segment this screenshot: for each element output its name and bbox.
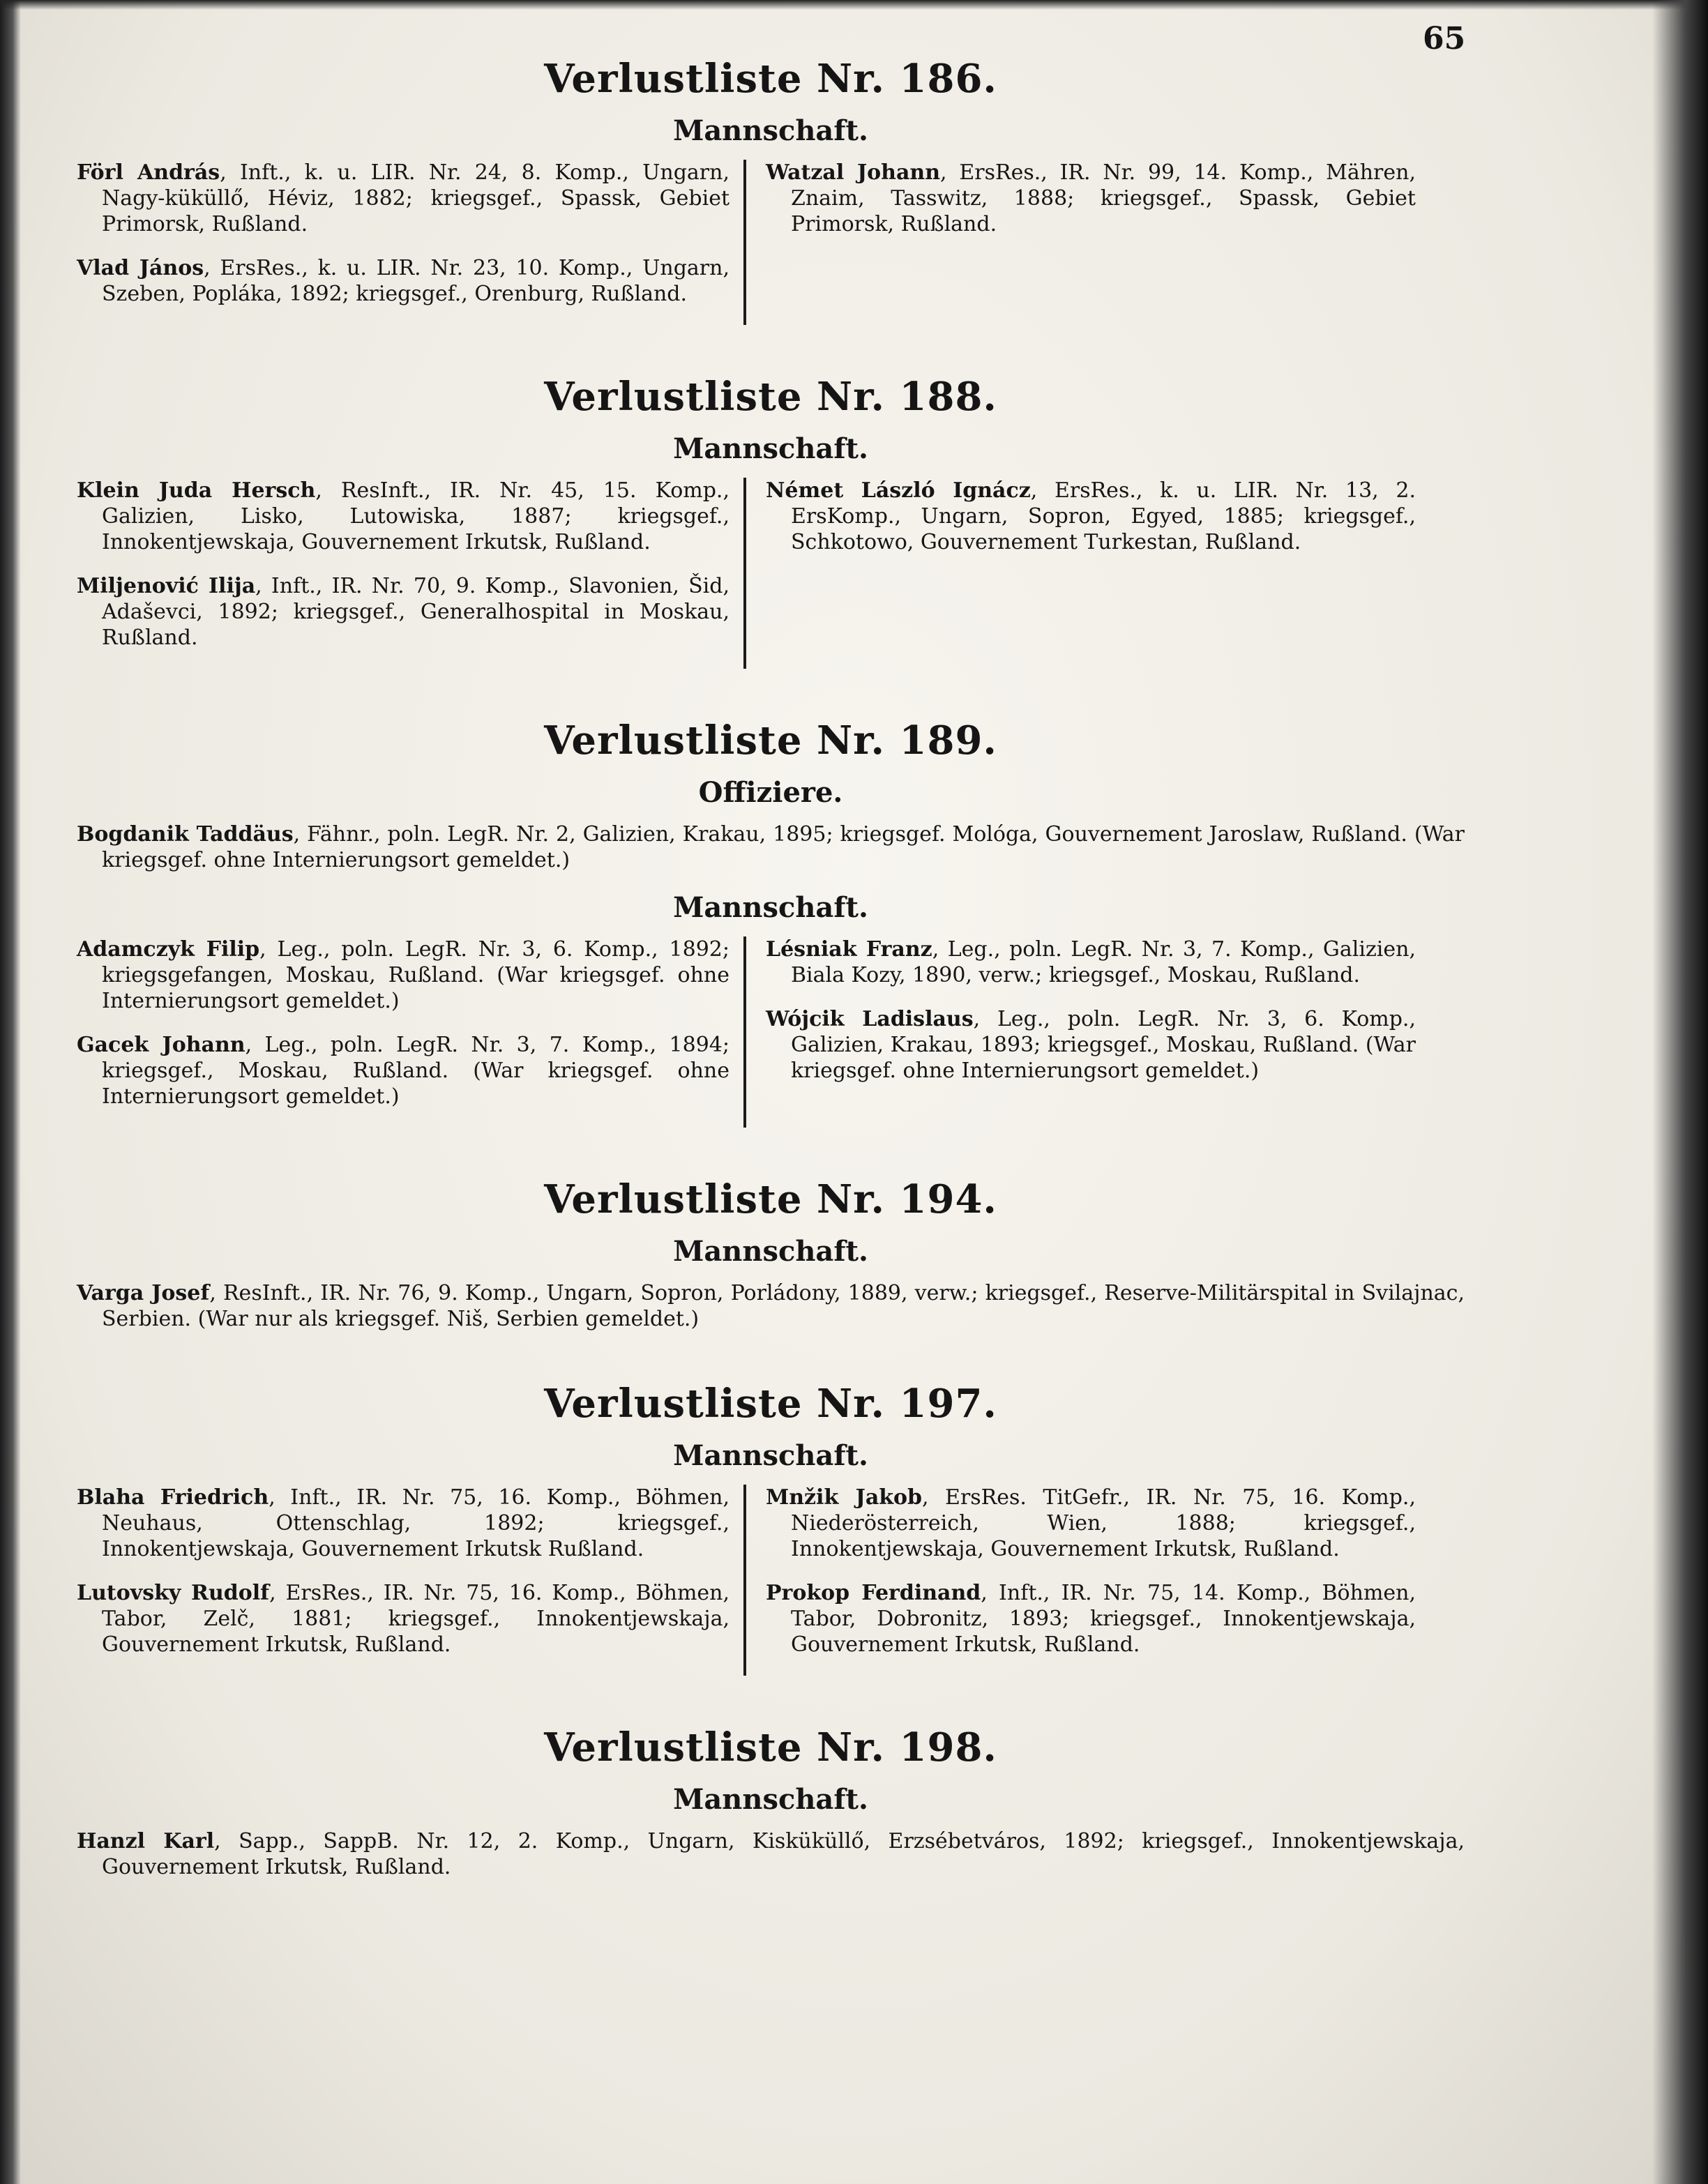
entry-name: Hanzl Karl <box>77 1829 215 1853</box>
entry-details: , Leg., poln. LegR. Nr. 3, 7. Komp., 1894; kriegsgef., Moskau, Rußland. (War kriegsgef. ohne Internierungsort gemeldet.) <box>102 1033 730 1109</box>
verlustliste-section <box>77 56 1465 325</box>
two-column-block <box>77 478 1465 669</box>
entry-name: Lutovsky Rudolf <box>77 1581 270 1605</box>
page-content <box>77 56 1465 1929</box>
section-title: Verlustliste Nr. 186. <box>544 56 997 102</box>
entry-name: Lésniak Franz <box>766 937 932 962</box>
list-entry <box>766 936 1416 988</box>
entry-details: , Fähnr., poln. LegR. Nr. 2, Galizien, Krakau, 1895; kriegsgef. Mológa, Gouvernement Jaroslaw, Rußland. (War kriegsgef. ohne Internierungsort gemeldet.) <box>102 822 1465 872</box>
verlustliste-section <box>77 1381 1465 1676</box>
section-title: Verlustliste Nr. 194. <box>544 1176 997 1222</box>
subsection-heading: Mannschaft. <box>673 114 868 147</box>
entry-details: , ErsRes., k. u. LIR. Nr. 23, 10. Komp., Ungarn, Szeben, Popláka, 1892; kriegsgef., Orenburg, Rußland. <box>102 256 730 306</box>
two-column-block <box>77 1485 1465 1676</box>
entry-name: Német László Ignácz <box>766 478 1031 503</box>
entry-name: Blaha Friedrich <box>77 1485 269 1510</box>
entry-details: , ErsRes., IR. Nr. 75, 16. Komp., Böhmen, Tabor, Zelč, 1881; kriegsgef., Innokentjewskaja, Gouvernement Irkutsk, Rußland. <box>102 1581 730 1657</box>
column-left <box>77 160 746 325</box>
list-entry <box>766 1006 1416 1084</box>
entry-name: Vlad János <box>77 256 204 280</box>
column-left <box>77 1485 746 1676</box>
entry-name: Miljenović Ilija <box>77 574 256 598</box>
list-entry <box>77 478 730 555</box>
list-entry <box>77 821 1465 873</box>
entry-details: , Leg., poln. LegR. Nr. 3, 6. Komp., 1892; kriegsgefangen, Moskau, Rußland. (War kriegsgef. ohne Internierungsort gemeldet.) <box>102 937 730 1013</box>
entry-name: Watzal Johann <box>766 160 941 185</box>
entry-details: , Leg., poln. LegR. Nr. 3, 6. Komp., Galizien, Krakau, 1893; kriegsgef., Moskau, Rußland. (War kriegsgef. ohne Internierungsort gemeldet.) <box>791 1007 1416 1083</box>
page-number: 65 <box>1423 21 1466 56</box>
subsection-heading: Mannschaft. <box>673 1439 868 1472</box>
entry-name: Prokop Ferdinand <box>766 1581 981 1605</box>
list-entry <box>766 1580 1416 1658</box>
column-right <box>746 1485 1416 1676</box>
two-column-block <box>77 936 1465 1128</box>
verlustliste-section <box>77 374 1465 669</box>
section-title: Verlustliste Nr. 189. <box>544 718 997 764</box>
column-right <box>746 936 1416 1128</box>
list-entry <box>766 1485 1416 1562</box>
verlustliste-section <box>77 1176 1465 1332</box>
entry-details: , Inft., k. u. LIR. Nr. 24, 8. Komp., Ungarn, Nagy-küküllő, Héviz, 1882; kriegsgef., Spassk, Gebiet Primorsk, Rußland. <box>102 160 730 236</box>
scan-border-top <box>0 0 1708 10</box>
entry-details: , Inft., IR. Nr. 75, 14. Komp., Böhmen, Tabor, Dobronitz, 1893; kriegsgef., Innokentjewskaja, Gouvernement Irkutsk, Rußland. <box>791 1581 1416 1657</box>
entry-details: , Sapp., SappB. Nr. 12, 2. Komp., Ungarn, Kisküküllő, Erzsébetváros, 1892; kriegsgef., Innokentjewskaja, Gouvernement Irkutsk, Rußland. <box>102 1829 1465 1879</box>
list-entry <box>77 1485 730 1562</box>
entry-name: Bogdanik Taddäus <box>77 822 294 847</box>
entry-name: Gacek Johann <box>77 1033 245 1057</box>
subsection-heading: Mannschaft. <box>673 1235 868 1268</box>
list-entry <box>766 478 1416 555</box>
subsection-heading: Mannschaft. <box>673 432 868 465</box>
entry-details: , ResInft., IR. Nr. 76, 9. Komp., Ungarn, Sopron, Porládony, 1889, verw.; kriegsgef., Reserve-Militärspital in Svilajnac, Serbien. (War nur als kriegsgef. Niš, Serbien gemeldet.) <box>102 1281 1465 1331</box>
column-left <box>77 478 746 669</box>
subsection-heading: Mannschaft. <box>673 1783 868 1816</box>
list-entry <box>77 1032 730 1109</box>
column-left <box>77 936 746 1128</box>
entry-details: , ResInft., IR. Nr. 45, 15. Komp., Galizien, Lisko, Lutowiska, 1887; kriegsgef., Innokentjewskaja, Gouvernement Irkutsk, Rußland. <box>102 478 730 554</box>
entry-name: Förl András <box>77 160 220 185</box>
section-title: Verlustliste Nr. 198. <box>544 1724 997 1770</box>
list-entry <box>77 1280 1465 1332</box>
scan-border-left <box>0 0 21 2184</box>
entry-name: Wójcik Ladislaus <box>766 1007 974 1031</box>
entry-details: , ErsRes. TitGefr., IR. Nr. 75, 16. Komp., Niederösterreich, Wien, 1888; kriegsgef., Innokentjewskaja, Gouvernement Irkutsk, Rußland. <box>791 1485 1416 1561</box>
list-entry <box>77 1828 1465 1880</box>
list-entry <box>77 936 730 1014</box>
verlustliste-section <box>77 1724 1465 1880</box>
list-entry <box>77 573 730 651</box>
list-entry <box>77 255 730 307</box>
section-title: Verlustliste Nr. 197. <box>544 1381 997 1427</box>
column-right <box>746 160 1416 325</box>
entry-name: Klein Juda Hersch <box>77 478 316 503</box>
entry-name: Mnžik Jakob <box>766 1485 923 1510</box>
entry-name: Adamczyk Filip <box>77 937 260 962</box>
section-title: Verlustliste Nr. 188. <box>544 374 997 420</box>
list-entry <box>77 160 730 237</box>
entry-details: , Inft., IR. Nr. 75, 16. Komp., Böhmen, Neuhaus, Ottenschlag, 1892; kriegsgef., Innokentjewskaja, Gouvernement Irkutsk Rußland. <box>102 1485 730 1561</box>
subsection-heading: Offiziere. <box>698 776 843 809</box>
list-entry <box>766 160 1416 237</box>
verlustliste-section <box>77 718 1465 1128</box>
scan-border-right <box>1652 0 1708 2184</box>
column-right <box>746 478 1416 669</box>
entry-details: , Leg., poln. LegR. Nr. 3, 7. Komp., Galizien, Biala Kozy, 1890, verw.; kriegsgef., Moskau, Rußland. <box>791 937 1416 987</box>
list-entry <box>77 1580 730 1658</box>
two-column-block <box>77 160 1465 325</box>
subsection-heading: Mannschaft. <box>673 891 868 924</box>
entry-details: , ErsRes., k. u. LIR. Nr. 13, 2. ErsKomp., Ungarn, Sopron, Egyed, 1885; kriegsgef., Schkotowo, Gouvernement Turkestan, Rußland. <box>791 478 1416 554</box>
entry-name: Varga Josef <box>77 1281 210 1305</box>
entry-details: , Inft., IR. Nr. 70, 9. Komp., Slavonien, Šid, Adaševci, 1892; kriegsgef., Generalhospital in Moskau, Rußland. <box>102 574 730 650</box>
entry-details: , ErsRes., IR. Nr. 99, 14. Komp., Mähren, Znaim, Tasswitz, 1888; kriegsgef., Spassk, Gebiet Primorsk, Rußland. <box>791 160 1416 236</box>
